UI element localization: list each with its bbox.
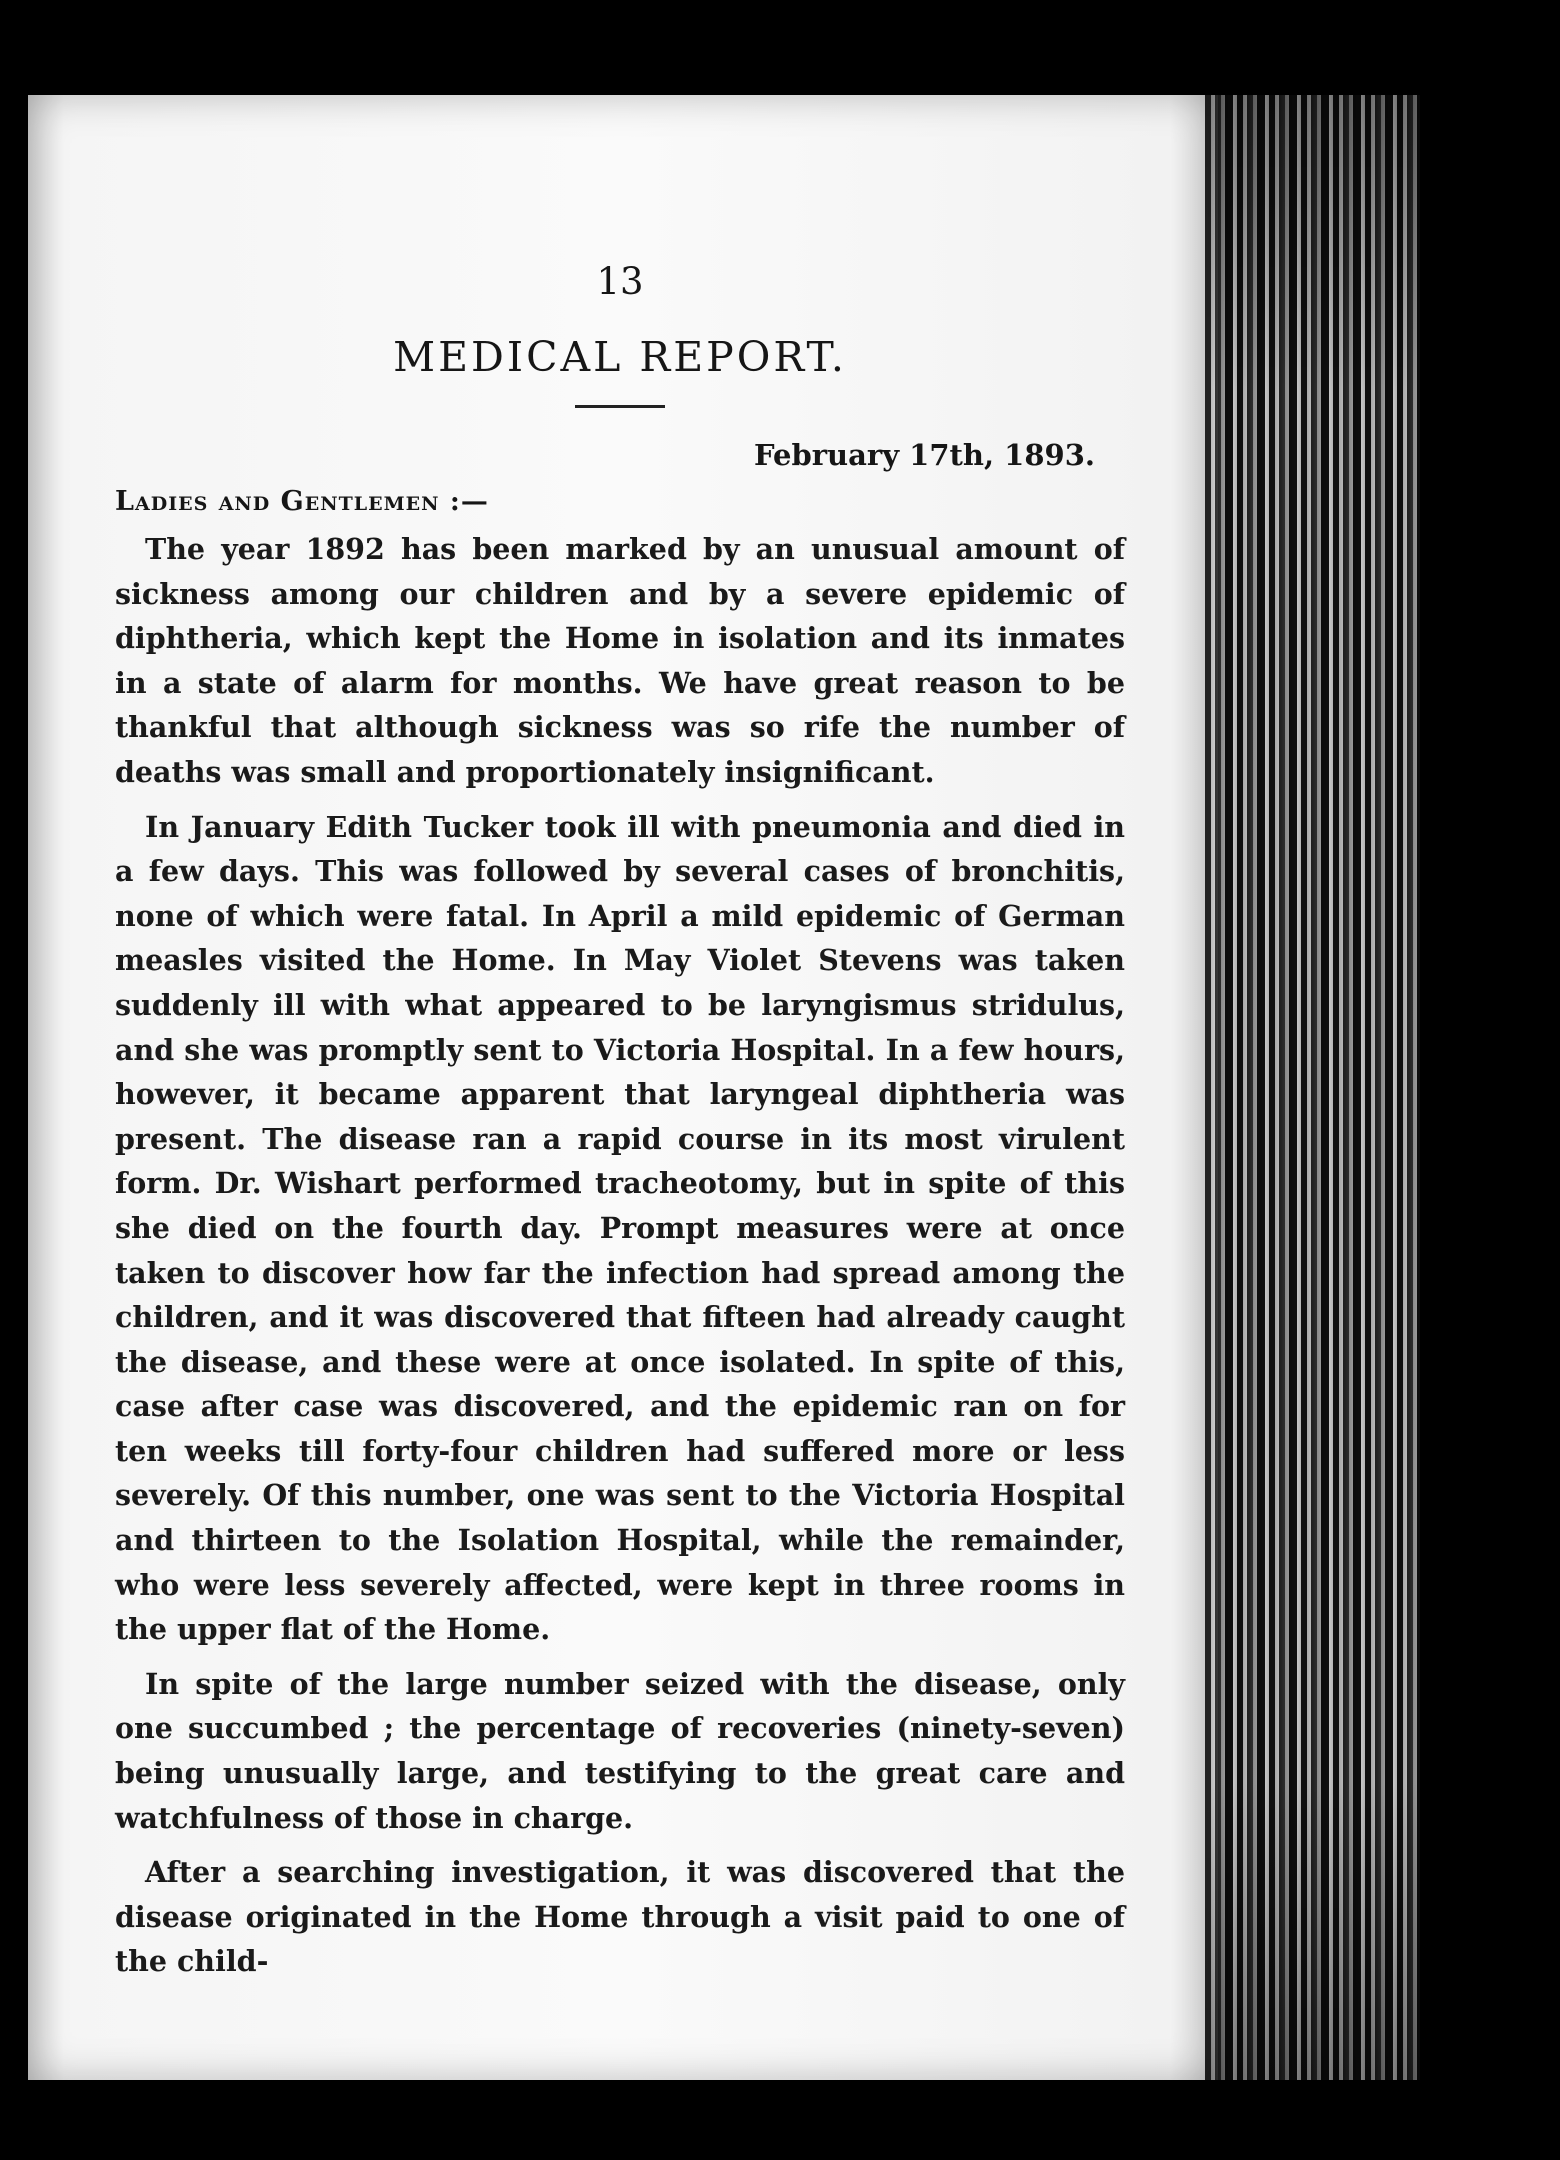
paragraph-2: In January Edith Tucker took ill with pneumonia and died in a few days. This was followed by several cases of bronchitis, none of which were fatal. In April a mild epidemic of German measles visited the Home. In May Violet Stevens was taken suddenly ill with what appeared to be laryngismus stridulus, and she was promptly sent to Victoria Hospital. In a few hours, however, it became apparent that laryngeal diphtheria was present. The disease ran a rapid course in its most virulent form. Dr. Wishart performed tracheotomy, but in spite of this she died on the fourth day. Prompt measures were at once taken to discover how far the infection had spread among the children, and it was discovered that fifteen had already caught the disease, and these were at once isolated. In spite of this, case after case was discovered, and the epidemic ran on for ten weeks till forty-four children had suffered more or less severely. Of this number, one was sent to the Victoria Hospital and thirteen to the Isolation Hospital, while the remainder, who were less severely affected, were kept in three rooms in the upper flat of the Home. (115, 809, 1125, 1647)
book-page-edges (1205, 95, 1420, 2080)
page-title: MEDICAL REPORT. (393, 333, 847, 381)
report-date: February 17th, 1893. (754, 438, 1095, 472)
salutation: Ladies and Gentlemen :— (115, 486, 489, 517)
page-content (115, 260, 1125, 1994)
page-number: 13 (596, 260, 644, 303)
paragraph-3: In spite of the large number seized with the disease, only one succumbed ; the percentage of recoveries (ninety-seven) being unusually large, and testifying to the great care and watchfulness of those in charge. (115, 1666, 1125, 1835)
paragraph-4: After a searching investigation, it was discovered that the disease originated in the Home through a visit paid to one of the child- (115, 1855, 1125, 1979)
paragraph-1: The year 1892 has been marked by an unusual amount of sickness among our children and by a severe epidemic of diphtheria, which kept the Home in isolation and its inmates in a state of alarm for months. We have great reason to be thankful that although sickness was so rife the number of deaths was small and proportionately insignificant. (115, 532, 1125, 789)
title-rule (575, 405, 665, 408)
